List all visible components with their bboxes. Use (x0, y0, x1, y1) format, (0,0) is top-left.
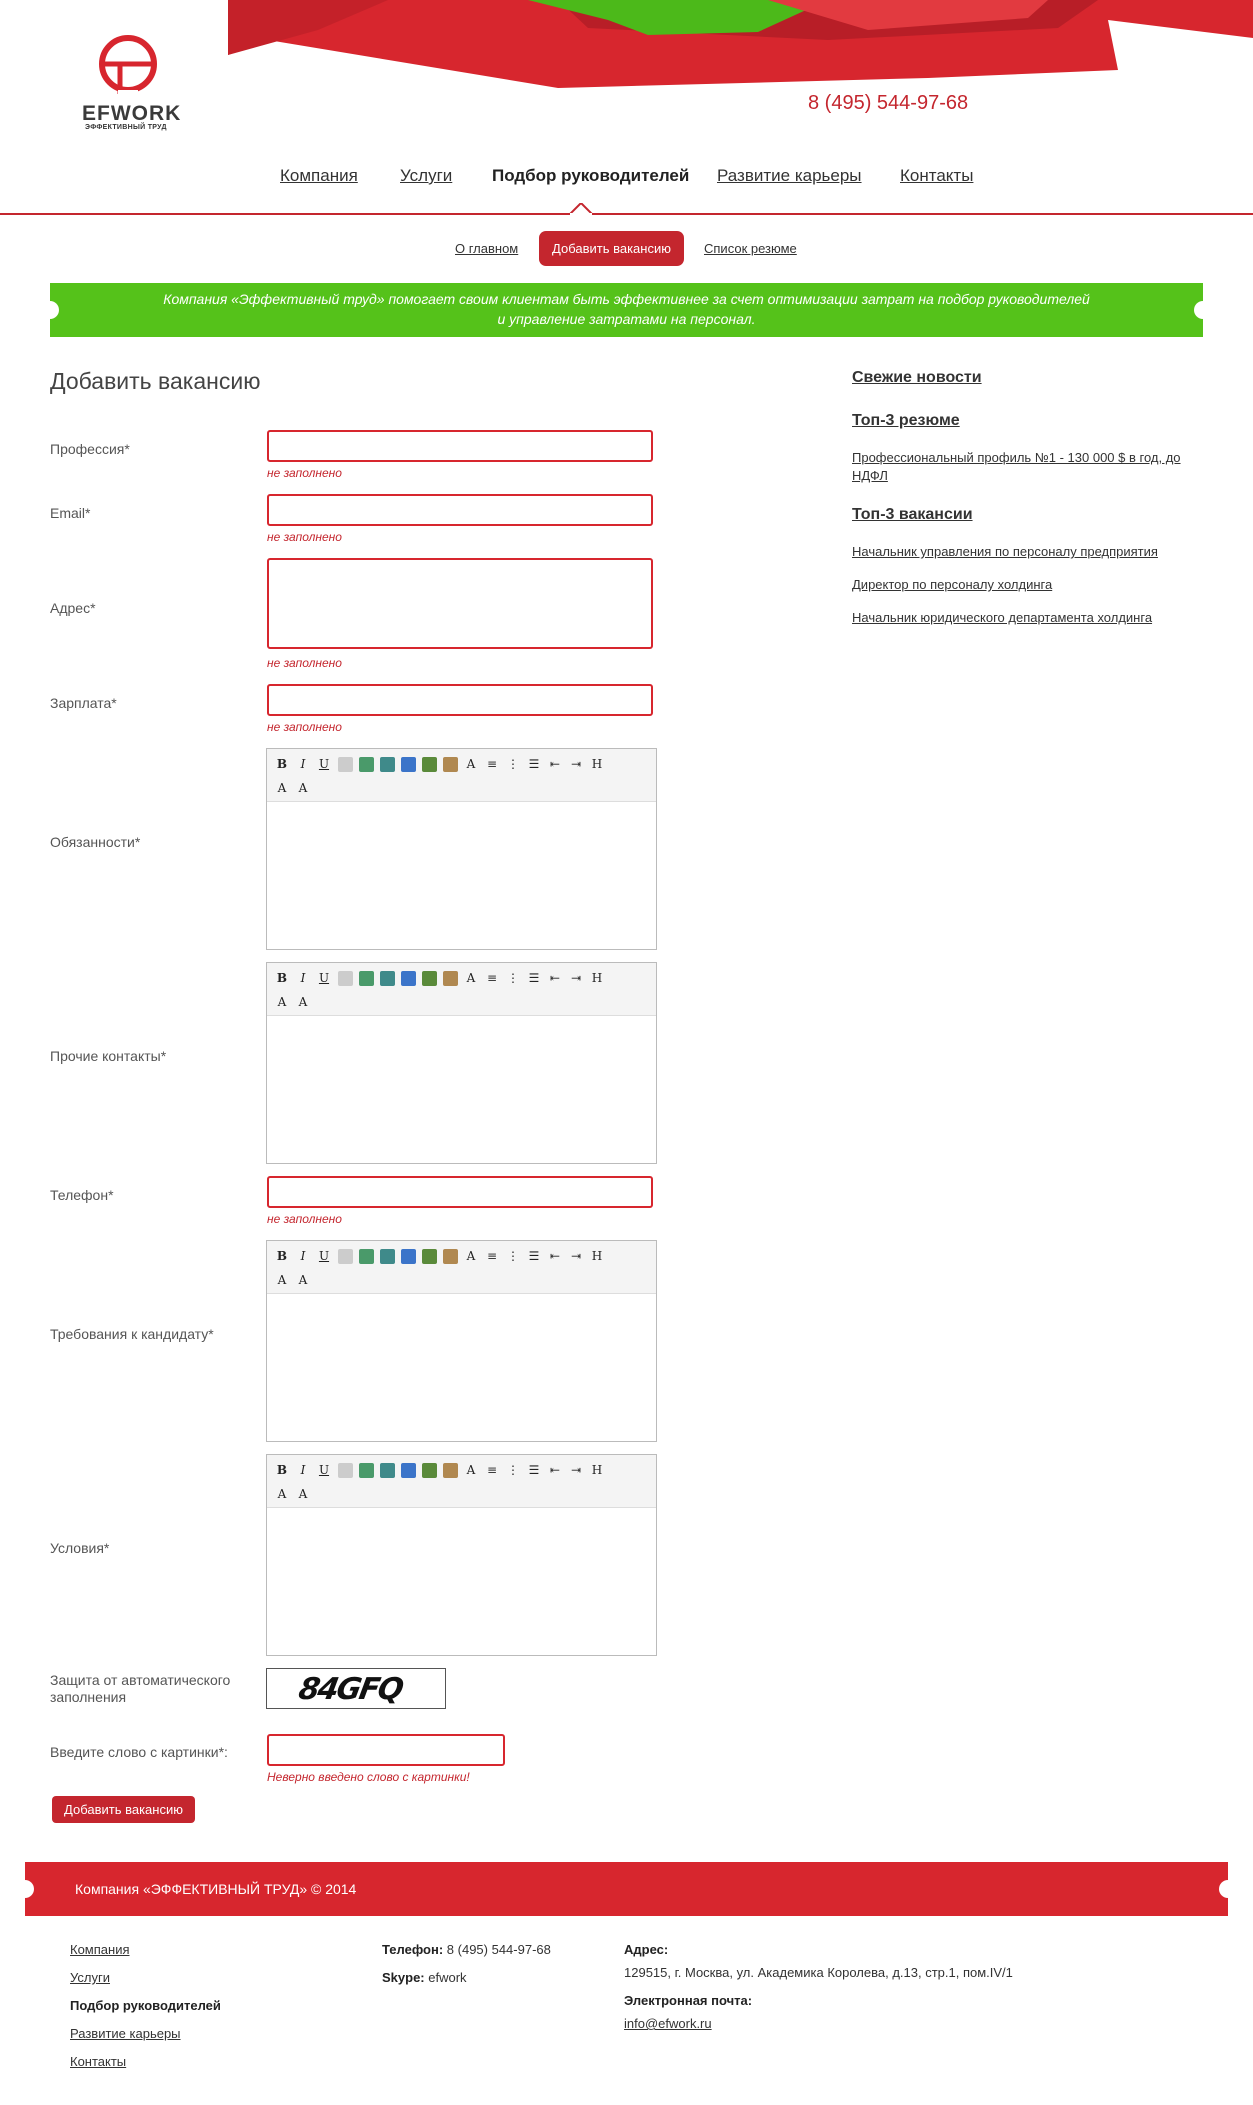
label-captcha: Защита от автоматического заполнения (50, 1672, 231, 1705)
paste-icon[interactable] (443, 757, 458, 772)
nav-active-indicator (569, 203, 593, 215)
email-input[interactable] (267, 494, 653, 526)
italic-button[interactable]: I (300, 757, 306, 771)
label-other-contacts: Прочие контакты* (50, 1048, 167, 1064)
image-icon[interactable] (401, 971, 416, 986)
header-phone: 8 (495) 544-97-68 (808, 92, 969, 114)
phone-error: не заполнено (267, 1212, 342, 1226)
label-requirements: Требования к кандидату* (50, 1326, 214, 1342)
footer-copyright: Компания «ЭФФЕКТИВНЫЙ ТРУД» © 2014 (75, 1881, 357, 1897)
sidebar-vacancy-item[interactable]: Начальник юридического департамента холдинга (852, 610, 1153, 625)
link-icon[interactable] (359, 1463, 374, 1478)
main-nav (0, 166, 1253, 190)
banner-notch-right (1194, 301, 1212, 319)
font-color-icon[interactable]: A (466, 757, 476, 771)
paste-icon[interactable] (443, 1249, 458, 1264)
align-icon[interactable]: ≡ (486, 1463, 498, 1477)
address-error: не заполнено (267, 656, 342, 670)
nav-item-contacts[interactable]: Контакты (900, 166, 974, 185)
bold-button[interactable]: B (276, 1249, 288, 1263)
ordered-list-icon[interactable]: ⋮ (507, 1249, 519, 1263)
link-icon[interactable] (359, 1249, 374, 1264)
salary-error: не заполнено (267, 720, 342, 734)
requirements-editor[interactable] (266, 1240, 657, 1442)
font-size-up-icon[interactable]: A (277, 1487, 287, 1501)
editor-toolbar (267, 963, 656, 1016)
unordered-list-icon[interactable]: ☰ (528, 1463, 540, 1477)
bold-button[interactable]: B (276, 1463, 288, 1477)
indent-icon[interactable]: ⇥ (570, 971, 582, 985)
heading-icon[interactable]: H (591, 1249, 603, 1263)
unordered-list-icon[interactable]: ☰ (528, 971, 540, 985)
nav-item-services[interactable]: Услуги (400, 166, 453, 185)
banner-line-1: Компания «Эффективный труд» помогает своим клиентам быть эффективнее за счет оптимизации затрат на подбор руководителей (163, 291, 1090, 307)
ordered-list-icon[interactable]: ⋮ (507, 971, 519, 985)
footer-skype-label: Skype: (382, 1970, 425, 1985)
unlink-icon[interactable] (380, 1463, 395, 1478)
banner-line-2: и управление затратами на персонал. (497, 311, 756, 327)
sidebar-top-resumes-link[interactable]: Топ-3 резюме (852, 412, 960, 429)
sidebar-news-link[interactable]: Свежие новости (852, 369, 982, 386)
font-size-down-icon[interactable]: A (298, 1273, 308, 1287)
banner-notch-left (41, 301, 59, 319)
captcha-error: Неверно введено слово с картинки! (267, 1770, 470, 1784)
address-textarea[interactable] (267, 558, 653, 649)
label-phone: Телефон* (50, 1187, 114, 1203)
font-size-down-icon[interactable]: A (298, 781, 308, 795)
unordered-list-icon[interactable]: ☰ (528, 1249, 540, 1263)
align-icon[interactable]: ≡ (486, 971, 498, 985)
footer-email-label: Электронная почта: (624, 1993, 753, 2008)
eraser-icon[interactable] (338, 1249, 353, 1264)
label-address: Адрес* (50, 600, 96, 616)
page-title: Добавить вакансию (50, 368, 261, 394)
footer-link-career[interactable]: Развитие карьеры (70, 2026, 181, 2041)
footer-skype (382, 1970, 467, 1985)
image-icon[interactable] (401, 1249, 416, 1264)
editor-toolbar (267, 1241, 656, 1294)
nav-item-career[interactable]: Развитие карьеры (717, 166, 862, 185)
font-size-up-icon[interactable]: A (277, 995, 287, 1009)
italic-button[interactable]: I (300, 971, 306, 985)
captcha-image (266, 1668, 446, 1709)
label-captcha-input: Введите слово с картинки*: (50, 1744, 228, 1760)
label-salary: Зарплата* (50, 695, 117, 711)
nav-item-company[interactable]: Компания (280, 166, 358, 185)
footer-address-label: Адрес: (624, 1942, 669, 1957)
font-color-icon[interactable]: A (466, 971, 476, 985)
video-icon[interactable] (422, 1249, 437, 1264)
italic-button[interactable]: I (300, 1463, 306, 1477)
footer-link-executive-search[interactable]: Подбор руководителей (70, 1998, 221, 2013)
font-size-up-icon[interactable]: A (277, 1273, 287, 1287)
heading-icon[interactable]: H (591, 757, 603, 771)
video-icon[interactable] (422, 971, 437, 986)
duties-editor[interactable] (266, 748, 657, 950)
editor-toolbar (267, 749, 656, 802)
sidebar-vacancy-item[interactable]: Начальник управления по персоналу предприятия (852, 544, 1158, 559)
paste-icon[interactable] (443, 1463, 458, 1478)
indent-icon[interactable]: ⇥ (570, 1249, 582, 1263)
unlink-icon[interactable] (380, 1249, 395, 1264)
unlink-icon[interactable] (380, 971, 395, 986)
align-icon[interactable]: ≡ (486, 757, 498, 771)
font-color-icon[interactable]: A (466, 1249, 476, 1263)
unlink-icon[interactable] (380, 757, 395, 772)
footer-link-contacts[interactable]: Контакты (70, 2054, 127, 2069)
outdent-icon[interactable]: ⇤ (549, 1249, 561, 1263)
eraser-icon[interactable] (338, 1463, 353, 1478)
underline-button[interactable]: U (318, 1463, 330, 1477)
underline-button[interactable]: U (318, 1249, 330, 1263)
editor-toolbar (267, 1455, 656, 1508)
link-icon[interactable] (359, 971, 374, 986)
subnav-add-vacancy[interactable]: Добавить вакансию (539, 231, 684, 266)
footer-link-services[interactable]: Услуги (70, 1970, 110, 1985)
logo-text: EFWORK (82, 102, 182, 125)
image-icon[interactable] (401, 1463, 416, 1478)
profession-input[interactable] (267, 430, 653, 462)
nav-divider (0, 213, 1253, 215)
label-duties: Обязанности* (50, 834, 141, 850)
footer-skype-value: efwork (428, 1970, 467, 1985)
label-profession: Профессия* (50, 441, 130, 457)
link-icon[interactable] (359, 757, 374, 772)
footer-email-link[interactable]: info@efwork.ru (624, 2016, 712, 2031)
footer-link-company[interactable]: Компания (70, 1942, 130, 1957)
outdent-icon[interactable]: ⇤ (549, 1463, 561, 1477)
heading-icon[interactable]: H (591, 971, 603, 985)
footer-notch-left (16, 1880, 34, 1898)
salary-input[interactable] (267, 684, 653, 716)
underline-button[interactable]: U (318, 757, 330, 771)
paste-icon[interactable] (443, 971, 458, 986)
label-conditions: Условия* (50, 1540, 110, 1556)
indent-icon[interactable]: ⇥ (570, 757, 582, 771)
font-size-down-icon[interactable]: A (298, 1487, 308, 1501)
footer-bar (25, 1862, 1228, 1916)
bold-button[interactable]: B (276, 971, 288, 985)
heading-icon[interactable]: H (591, 1463, 603, 1477)
outdent-icon[interactable]: ⇤ (549, 971, 561, 985)
footer-phone-label: Телефон: (382, 1942, 444, 1957)
submit-vacancy-button[interactable]: Добавить вакансию (52, 1796, 195, 1823)
promo-banner (50, 283, 1203, 337)
captcha-text: 84GFQ (295, 1672, 405, 1707)
ordered-list-icon[interactable]: ⋮ (507, 757, 519, 771)
video-icon[interactable] (422, 1463, 437, 1478)
indent-icon[interactable]: ⇥ (570, 1463, 582, 1477)
sidebar-top-vacancies-link[interactable]: Топ-3 вакансии (852, 506, 973, 523)
font-color-icon[interactable]: A (466, 1463, 476, 1477)
header-decoration (228, 0, 1253, 88)
email-error: не заполнено (267, 530, 342, 544)
footer-address: 129515, г. Москва, ул. Академика Королева, д.13, стр.1, пом.IV/1 (624, 1965, 1013, 1980)
label-email: Email* (50, 505, 91, 521)
other-contacts-editor[interactable] (266, 962, 657, 1164)
font-size-up-icon[interactable]: A (277, 781, 287, 795)
eraser-icon[interactable] (338, 971, 353, 986)
align-icon[interactable]: ≡ (486, 1249, 498, 1263)
underline-button[interactable]: U (318, 971, 330, 985)
footer-phone (382, 1942, 551, 1957)
outdent-icon[interactable]: ⇤ (549, 757, 561, 771)
eraser-icon[interactable] (338, 757, 353, 772)
footer-notch-right (1219, 1880, 1237, 1898)
unordered-list-icon[interactable]: ☰ (528, 757, 540, 771)
phone-input[interactable] (267, 1176, 653, 1208)
italic-button[interactable]: I (300, 1249, 306, 1263)
ordered-list-icon[interactable]: ⋮ (507, 1463, 519, 1477)
nav-item-executive-search[interactable]: Подбор руководителей (492, 166, 690, 185)
captcha-input[interactable] (267, 1734, 505, 1766)
subnav-home-link[interactable]: О главном (455, 241, 519, 256)
subnav-resume-list-link[interactable]: Список резюме (704, 241, 797, 256)
bold-button[interactable]: B (276, 757, 288, 771)
footer-phone-value: 8 (495) 544-97-68 (446, 1942, 551, 1957)
image-icon[interactable] (401, 757, 416, 772)
video-icon[interactable] (422, 757, 437, 772)
conditions-editor[interactable] (266, 1454, 657, 1656)
sidebar-resume-item[interactable]: Профессиональный профиль №1 - 130 000 $ в год, до НДФЛ (852, 450, 1181, 483)
font-size-down-icon[interactable]: A (298, 995, 308, 1009)
sidebar-vacancy-item[interactable]: Директор по персоналу холдинга (852, 577, 1053, 592)
logo-tagline: ЭФФЕКТИВНЫЙ ТРУД (85, 124, 167, 131)
profession-error: не заполнено (267, 466, 342, 480)
